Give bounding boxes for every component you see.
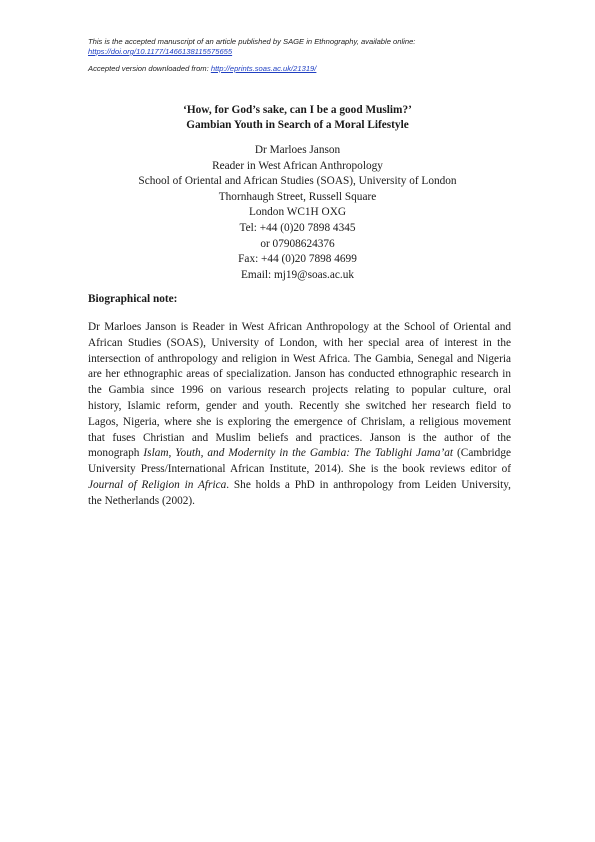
biographical-note-paragraph: [88, 320, 511, 510]
author-details: [0, 143, 595, 283]
author-email: Email: mj19@soas.ac.uk: [241, 268, 354, 281]
article-subtitle: Gambian Youth in Search of a Moral Lifestyle: [186, 119, 409, 131]
bio-line: [88, 478, 511, 494]
bio-line: intersection of anthropology and religion in West Africa. The Gambia, Senegal and Nigeria: [88, 352, 511, 365]
author-street: Thornhaugh Street, Russell Square: [218, 190, 377, 203]
bio-text: monograph: [88, 447, 144, 460]
bio-line: [88, 446, 511, 462]
bio-line: are her ethnographic areas of specialization. Janson has conducted ethnographic research in: [88, 368, 511, 381]
journal-title: Journal of Religion in Africa: [88, 478, 227, 491]
author-telephone: Tel: +44 (0)20 7898 4345: [239, 221, 356, 234]
bio-text: (Cambridge: [453, 447, 511, 460]
author-telephone-alt: or 07908624376: [260, 237, 335, 250]
bio-line: Dr Marloes Janson is Reader in West African Anthropology at the School of Oriental and: [88, 321, 511, 333]
bio-line: University Press/International African Institute, 2014). She is the book reviews editor of: [88, 463, 511, 476]
author-name: Dr Marloes Janson: [254, 144, 341, 156]
biographical-note-heading: Biographical note:: [88, 293, 178, 305]
accepted-version-notice: [88, 64, 528, 74]
author-position: Reader in West African Anthropology: [212, 159, 383, 172]
publication-notice-text: This is the accepted manuscript of an article published by SAGE in Ethnography, available online:: [88, 37, 416, 46]
bio-line: history, Islamic reform, gender and youth. Recently she switched her research field to: [88, 399, 511, 412]
author-institution: School of Oriental and African Studies (SOAS), University of London: [138, 175, 457, 188]
bio-text: . She holds a PhD in anthropology from Leiden University,: [226, 478, 512, 491]
author-city: London WC1H OXG: [248, 206, 347, 219]
article-title: ‘How, for God’s sake, can I be a good Muslim?’: [183, 104, 412, 116]
bio-line: that fuses Christian and Muslim beliefs and practices. Janson is the author of the: [88, 431, 511, 444]
bio-line: African Studies (SOAS), University of London, with her special area of interest in the: [88, 336, 511, 349]
doi-link[interactable]: https://doi.org/10.1177/1466138115575655: [88, 47, 233, 56]
bio-line: the Netherlands (2002).: [88, 494, 195, 507]
author-fax: Fax: +44 (0)20 7898 4699: [238, 253, 357, 266]
accepted-version-label: Accepted version downloaded from:: [88, 64, 211, 73]
bio-line: Lagos, Nigeria, where she is exploring the emergence of Chrislam, a religious movement: [88, 415, 511, 428]
publication-notice: [88, 37, 528, 57]
eprints-link[interactable]: http://eprints.soas.ac.uk/21319/: [210, 64, 317, 73]
bio-line: the Gambia since 1996 on various research projects relating to popular culture, oral: [88, 384, 511, 397]
monograph-title: Islam, Youth, and Modernity in the Gambia: The Tablighi Jama’at: [143, 447, 454, 460]
